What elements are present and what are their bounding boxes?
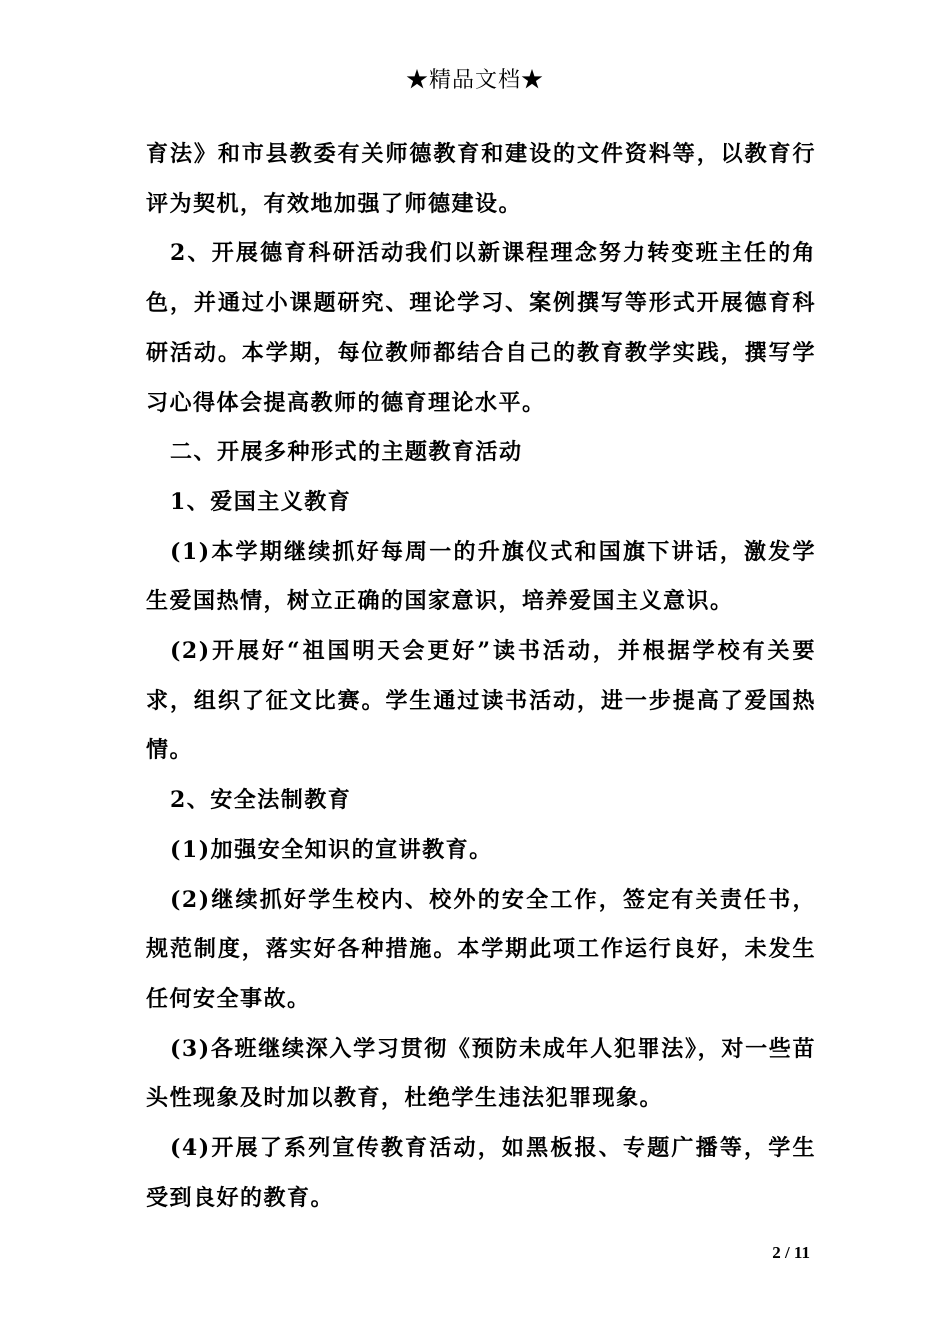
paragraph: (4)开展了系列宣传教育活动，如黑板报、专题广播等，学生受到良好的教育。: [146, 1135, 816, 1211]
section-heading: 二、开展多种形式的主题教育活动: [170, 439, 523, 466]
paragraph: 育法》和市县教委有关师德教育和建设的文件资料等，以教育行评为契机，有效地加强了师德建设。: [146, 141, 816, 217]
paragraph: 2、开展德育科研活动我们以新课程理念努力转变班主任的角色，并通过小课题研究、理论学习、案例撰写等形式开展德育科研活动。本学期，每位教师都结合自己的教育教学实践，撰写学习心得体会提高教师的德育理论水平。: [146, 240, 816, 416]
paragraph: (2)继续抓好学生校内、校外的安全工作，签定有关责任书，规范制度，落实好各种措施。本学期此项工作运行良好，未发生任何安全事故。: [146, 886, 816, 1012]
page-number: 2 / 11: [772, 1243, 810, 1262]
paragraph: (3)各班继续深入学习贯彻《预防未成年人犯罪法》，对一些苗头性现象及时加以教育，杜绝学生违法犯罪现象。: [146, 1035, 816, 1112]
paragraph: (2)开展好“祖国明天会更好”读书活动，并根据学校有关要求，组织了征文比赛。学生通过读书活动，进一步提高了爱国热情。: [146, 638, 816, 764]
subsection-heading: 2、安全法制教育: [170, 787, 352, 814]
paragraph: (1)本学期继续抓好每周一的升旗仪式和国旗下讲话，激发学生爱国热情，树立正确的国家意识，培养爱国主义意识。: [146, 538, 816, 615]
page-header-title: ★精品文档★: [405, 68, 544, 93]
subsection-heading: 1、爱国主义教育: [170, 488, 352, 515]
paragraph: (1)加强安全知识的宣讲教育。: [170, 836, 493, 863]
document-body: [146, 130, 816, 1223]
